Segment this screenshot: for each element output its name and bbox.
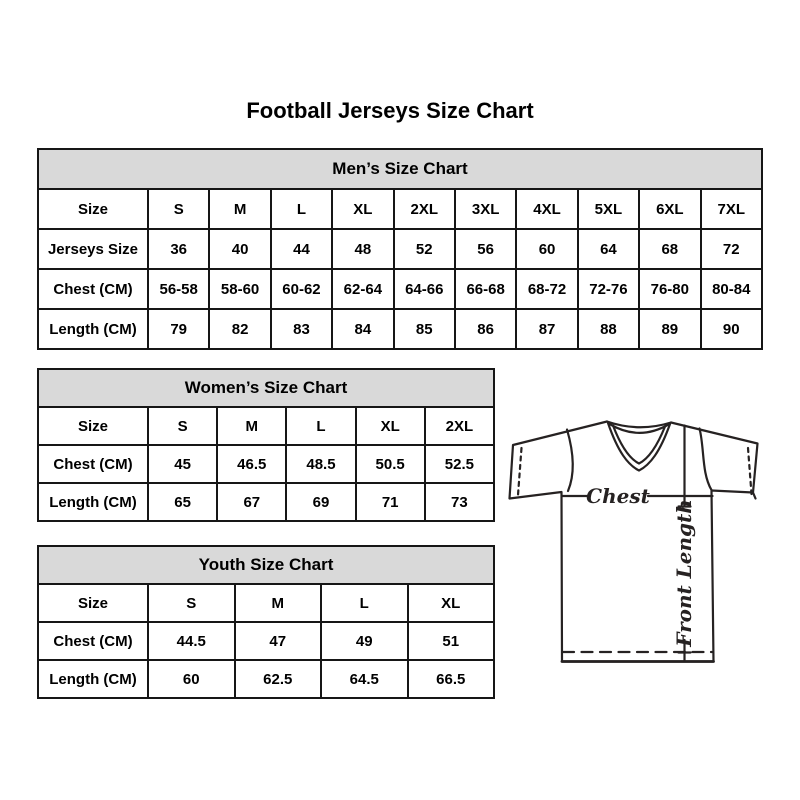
- column-header: L: [286, 407, 355, 445]
- table-row: [38, 189, 762, 229]
- left-cuff-dashes: [518, 448, 522, 495]
- table-row: [38, 660, 494, 698]
- table-cell: 62-64: [332, 269, 393, 309]
- vneck-inner: [613, 426, 665, 464]
- column-header: M: [209, 189, 270, 229]
- table-row: [38, 309, 762, 349]
- table-row: [38, 445, 494, 483]
- table-cell: 84: [332, 309, 393, 349]
- chest-label: Chest: [586, 484, 650, 508]
- row-header: Length (CM): [38, 660, 148, 698]
- row-header: Chest (CM): [38, 269, 148, 309]
- table-cell: 49: [321, 622, 408, 660]
- table-cell: 51: [408, 622, 495, 660]
- column-header: S: [148, 189, 209, 229]
- table-cell: 76-80: [639, 269, 700, 309]
- womens-size-table: [37, 368, 495, 522]
- table-cell: 87: [516, 309, 577, 349]
- right-armhole-seam: [700, 429, 712, 491]
- table-cell: 36: [148, 229, 209, 269]
- column-header: 6XL: [639, 189, 700, 229]
- table-cell: 90: [701, 309, 762, 349]
- table-cell: 45: [148, 445, 217, 483]
- table-row: [38, 269, 762, 309]
- table-cell: 40: [209, 229, 270, 269]
- table-row: [38, 407, 494, 445]
- row-header: Length (CM): [38, 309, 148, 349]
- table-cell: 48: [332, 229, 393, 269]
- column-header: M: [217, 407, 286, 445]
- column-header: 4XL: [516, 189, 577, 229]
- table-cell: 72-76: [578, 269, 639, 309]
- column-header: XL: [356, 407, 425, 445]
- table-cell: 72: [701, 229, 762, 269]
- table-cell: 64: [578, 229, 639, 269]
- table-cell: 58-60: [209, 269, 270, 309]
- table-cell: 50.5: [356, 445, 425, 483]
- column-header: Size: [38, 407, 148, 445]
- table-cell: 56-58: [148, 269, 209, 309]
- table-title: Men’s Size Chart: [38, 149, 762, 189]
- table-cell: 88: [578, 309, 639, 349]
- table-cell: 85: [394, 309, 455, 349]
- table-cell: 64.5: [321, 660, 408, 698]
- table-cell: 71: [356, 483, 425, 521]
- table-cell: 67: [217, 483, 286, 521]
- table-title: Youth Size Chart: [38, 546, 494, 584]
- table-cell: 89: [639, 309, 700, 349]
- youth-size-table: [37, 545, 495, 699]
- jersey-outline: [510, 422, 758, 662]
- left-armhole-seam: [567, 430, 573, 492]
- table-cell: 52.5: [425, 445, 494, 483]
- table-row: [38, 584, 494, 622]
- table-cell: 60: [148, 660, 235, 698]
- table-row: [38, 622, 494, 660]
- mens-size-table: [37, 148, 763, 350]
- table-cell: 46.5: [217, 445, 286, 483]
- table-row: [38, 483, 494, 521]
- column-header: XL: [408, 584, 495, 622]
- column-header: S: [148, 584, 235, 622]
- table-cell: 44: [271, 229, 332, 269]
- table-row: [38, 229, 762, 269]
- table-cell: 79: [148, 309, 209, 349]
- page-title: Football Jerseys Size Chart: [246, 98, 534, 123]
- table-cell: 82: [209, 309, 270, 349]
- front-length-label: Front Length: [672, 499, 696, 647]
- row-header: Chest (CM): [38, 622, 148, 660]
- table-cell: 73: [425, 483, 494, 521]
- row-header: Chest (CM): [38, 445, 148, 483]
- table-cell: 56: [455, 229, 516, 269]
- table-cell: 68-72: [516, 269, 577, 309]
- row-header: Jerseys Size: [38, 229, 148, 269]
- table-cell: 62.5: [235, 660, 322, 698]
- table-cell: 69: [286, 483, 355, 521]
- table-cell: 48.5: [286, 445, 355, 483]
- column-header: M: [235, 584, 322, 622]
- table-cell: 86: [455, 309, 516, 349]
- column-header: 5XL: [578, 189, 639, 229]
- column-header: 2XL: [425, 407, 494, 445]
- table-cell: 68: [639, 229, 700, 269]
- table-cell: 60-62: [271, 269, 332, 309]
- column-header: Size: [38, 584, 148, 622]
- collar-band: [607, 422, 671, 428]
- column-header: 2XL: [394, 189, 455, 229]
- row-header: Length (CM): [38, 483, 148, 521]
- table-cell: 65: [148, 483, 217, 521]
- column-header: 3XL: [455, 189, 516, 229]
- table-cell: 80-84: [701, 269, 762, 309]
- table-cell: 60: [516, 229, 577, 269]
- table-title: Women’s Size Chart: [38, 369, 494, 407]
- column-header: L: [271, 189, 332, 229]
- jersey-measurement-diagram: [500, 408, 772, 670]
- table-cell: 66.5: [408, 660, 495, 698]
- column-header: XL: [332, 189, 393, 229]
- table-cell: 47: [235, 622, 322, 660]
- column-header: Size: [38, 189, 148, 229]
- table-cell: 52: [394, 229, 455, 269]
- column-header: L: [321, 584, 408, 622]
- table-cell: 83: [271, 309, 332, 349]
- column-header: S: [148, 407, 217, 445]
- table-cell: 64-66: [394, 269, 455, 309]
- column-header: 7XL: [701, 189, 762, 229]
- table-cell: 44.5: [148, 622, 235, 660]
- table-cell: 66-68: [455, 269, 516, 309]
- right-cuff-dashes: [748, 448, 752, 494]
